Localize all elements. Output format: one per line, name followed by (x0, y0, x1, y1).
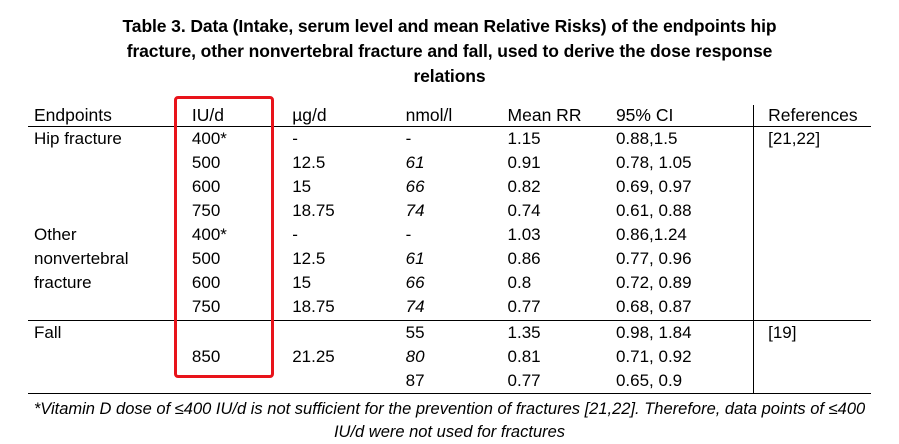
cell-rr: 0.86 (507, 249, 541, 269)
table-container (28, 105, 871, 393)
table-row (28, 126, 871, 151)
cell-reference (754, 369, 871, 393)
cell-rr: 0.91 (507, 152, 541, 172)
column-header-mean-rr: Mean RR (507, 104, 582, 125)
table-header (28, 105, 871, 127)
cell-reference (754, 199, 871, 223)
cell-ci: 0.98, 1.84 (610, 320, 754, 345)
cell-nmol: 61 (405, 152, 425, 172)
cell-reference (754, 345, 871, 369)
cell-reference (754, 295, 871, 320)
cell-ci: 0.86,1.24 (615, 225, 687, 245)
table-row (28, 271, 871, 295)
cell-iu: 400* (191, 225, 227, 245)
cell-ug (286, 369, 399, 393)
column-header-references: References (754, 105, 871, 127)
cell-endpoint: fracture (34, 273, 92, 293)
cell-ci: 0.77, 0.96 (615, 249, 692, 269)
column-header-ug-per-day: µg/d (292, 104, 327, 125)
cell-iu: 750 (191, 200, 221, 220)
cell-endpoint (28, 151, 178, 175)
cell-nmol: 87 (405, 370, 425, 390)
table-caption: Table 3. Data (Intake, serum level and mean Relative Risks) of the endpoints hip fracture, other nonvertebral fracture and fall, used to derive the dose response relations (122, 16, 777, 86)
cell-ci: 0.71, 0.92 (615, 346, 692, 366)
cell-rr: 1.35 (502, 320, 610, 345)
cell-iu: 850 (191, 346, 221, 366)
cell-rr: 0.82 (507, 176, 541, 196)
table-row (28, 223, 871, 247)
cell-ug: - (292, 225, 298, 245)
cell-iu: 500 (191, 152, 221, 172)
cell-reference (754, 271, 871, 295)
cell-iu: 750 (191, 297, 221, 317)
column-header-endpoints: Endpoints (34, 104, 112, 125)
cell-nmol: 66 (405, 176, 425, 196)
cell-iu: 400* (178, 126, 286, 151)
cell-nmol: 74 (405, 297, 425, 317)
table-row (28, 320, 871, 345)
cell-endpoint (28, 175, 178, 199)
cell-endpoint (28, 295, 178, 320)
cell-ug: 15 (292, 176, 312, 196)
cell-nmol: 74 (405, 200, 425, 220)
cell-nmol: - (400, 126, 502, 151)
column-header-nmol-per-l: nmol/l (405, 104, 453, 125)
table-row (28, 175, 871, 199)
cell-ci: 0.68, 0.87 (615, 297, 692, 317)
cell-ci: 0.69, 0.97 (615, 176, 692, 196)
table-row (28, 369, 871, 393)
table-body-fractures (28, 126, 871, 320)
cell-iu: 600 (191, 273, 221, 293)
cell-reference (754, 223, 871, 247)
table-footnote: *Vitamin D dose of ≤400 IU/d is not sufficient for the prevention of fractures [21,22]. Therefore, data points of ≤400 IU/d were not used for fractures (28, 393, 871, 444)
cell-endpoint: Hip fracture (28, 126, 178, 151)
column-header-iu-per-day: IU/d (191, 104, 225, 125)
cell-rr: 0.77 (507, 370, 541, 390)
table-row (28, 199, 871, 223)
table-row (28, 151, 871, 175)
cell-nmol: 80 (405, 346, 425, 366)
cell-rr: 0.81 (507, 346, 541, 366)
cell-ug: 12.5 (292, 249, 326, 269)
cell-reference: [19] (754, 320, 871, 345)
cell-nmol: 55 (400, 320, 502, 345)
cell-reference (754, 175, 871, 199)
cell-ug: 12.5 (292, 152, 326, 172)
cell-ug: 18.75 (292, 297, 335, 317)
cell-iu (178, 320, 286, 345)
cell-ug: - (286, 126, 399, 151)
cell-rr: 1.03 (507, 225, 541, 245)
cell-endpoint: Other (34, 225, 77, 245)
cell-iu (178, 369, 286, 393)
cell-nmol: 66 (405, 273, 425, 293)
table-row (28, 345, 871, 369)
table-row (28, 295, 871, 320)
cell-ci: 0.65, 0.9 (615, 370, 683, 390)
cell-ci: 0.61, 0.88 (615, 200, 692, 220)
cell-rr: 0.77 (507, 297, 541, 317)
cell-ci: 0.72, 0.89 (615, 273, 692, 293)
cell-reference: [21,22] (754, 126, 871, 151)
table-body-fall (28, 320, 871, 393)
cell-rr: 0.8 (507, 273, 532, 293)
cell-ug: 15 (292, 273, 312, 293)
cell-ci: 0.78, 1.05 (615, 152, 692, 172)
cell-endpoint (28, 369, 178, 393)
cell-iu: 500 (191, 249, 221, 269)
table-header-row (28, 105, 871, 127)
cell-endpoint: nonvertebral (34, 249, 129, 269)
cell-endpoint (28, 199, 178, 223)
cell-nmol: 61 (405, 249, 425, 269)
cell-ci: 0.88,1.5 (610, 126, 754, 151)
cell-endpoint: Fall (28, 320, 178, 345)
cell-nmol: - (405, 225, 412, 245)
data-table (28, 105, 871, 393)
cell-ug: 18.75 (292, 200, 335, 220)
cell-iu: 600 (191, 176, 221, 196)
cell-rr: 0.74 (507, 200, 541, 220)
column-header-95-ci: 95% CI (615, 104, 674, 125)
cell-rr: 1.15 (502, 126, 610, 151)
cell-reference (754, 247, 871, 271)
cell-ug (286, 320, 399, 345)
cell-reference (754, 151, 871, 175)
table-row (28, 247, 871, 271)
cell-endpoint (28, 345, 178, 369)
cell-ug: 21.25 (292, 346, 335, 366)
